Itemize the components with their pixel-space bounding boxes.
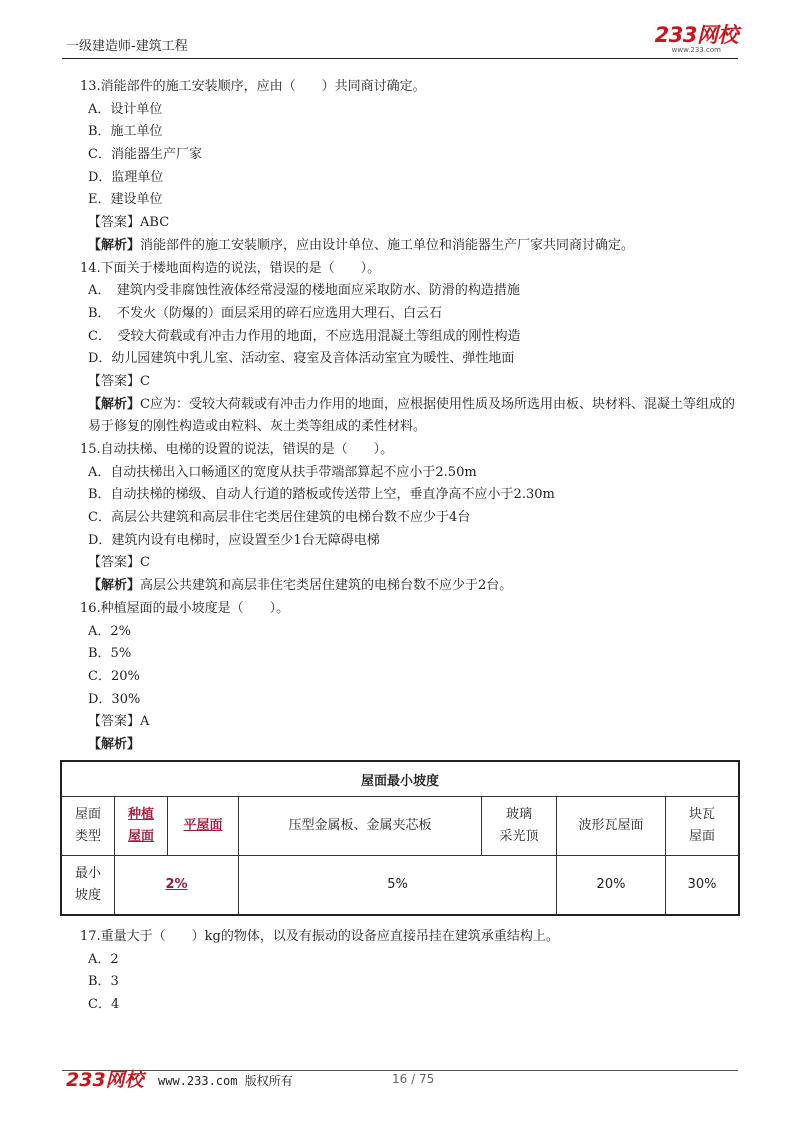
col-planting-roof[interactable]: 种植 屋面 [115,797,168,856]
value-metal-glass: 5% [239,856,557,916]
value-block: 30% [666,856,740,916]
q13-option-d: D．监理单位 [88,169,164,185]
analysis-label: 【解析】 [88,736,141,752]
q17-option-b: B．3 [88,974,119,990]
footer-logo[interactable]: 233网校 [66,1069,144,1091]
table-title: 屋面最小坡度 [61,761,739,797]
q14-analysis [80,394,740,439]
analysis-label: 【解析】 [88,578,141,594]
footer-copyright: www.233.com 版权所有 [158,1074,293,1088]
q16-option-a: A．2% [88,623,132,639]
q14-option-a: A． 建筑内受非腐蚀性液体经常浸湿的楼地面应采取防水、防滑的构造措施 [88,283,520,299]
analysis-text: C应为：受较大荷载或有冲击力作用的地面，应根据使用性质及场所选用由板、块材料、混凝土等组成的易于修复的刚性构造或由粒料、灰土类等组成的柔性材料。 [88,396,735,435]
page-number: 16 / 75 [392,1072,435,1086]
q14-option-b: B． 不发火（防爆的）面层采用的碎石应选用大理石、白云石 [88,305,443,321]
q17-option-a: A．2 [88,951,119,967]
q15-option-c: C．高层公共建筑和高层非住宅类居住建筑的电梯台数不应少于4台 [88,510,471,526]
answer-value: C [140,555,150,571]
q17-stem: 17.重量大于（ ）kg的物体，以及有振动的设备应直接吊挂在建筑承重结构上。 [80,929,559,944]
analysis-label: 【解析】 [88,396,141,412]
q14-option-c: C． 受较大荷载或有冲击力作用的地面，不应选用混凝土等组成的刚性构造 [88,328,521,344]
answer-value: C [140,373,150,389]
q15-option-b: B．自动扶梯的梯级、自动人行道的踏板或传送带上空，垂直净高不应小于2.30m [88,487,555,503]
q16-answer [80,711,740,734]
q13-stem: 13.消能部件的施工安装顺序，应由（ ）共同商讨确定。 [80,79,426,94]
page-footer [62,1070,738,1101]
col-flat-roof[interactable]: 平屋面 [168,797,239,856]
q15-option-a: A．自动扶梯出入口畅通区的宽度从扶手带端部算起不应小于2.50m [88,464,477,480]
q16-option-b: B．5% [88,646,132,662]
logo-sub-text: www.233.com [671,46,721,54]
q13-option-c: C．消能器生产厂家 [88,147,202,163]
q15-option-d: D．建筑内设有电梯时，应设置至少1台无障碍电梯 [88,532,380,548]
answer-label: 【答案】 [88,215,141,231]
q17-option-c: C．4 [88,997,120,1013]
q16-analysis [80,734,740,757]
answer-value: A [140,714,150,730]
value-planting-flat[interactable]: 2% [115,856,239,916]
q15-answer [80,552,740,575]
analysis-label: 【解析】 [88,237,141,253]
answer-label: 【答案】 [88,373,141,389]
q16-stem: 16.种植屋面的最小坡度是（ ）。 [80,600,290,616]
question-content [80,76,740,757]
q16-option-d: D．30% [88,691,141,707]
q14-stem: 14.下面关于楼地面构造的说法，错误的是（ ）。 [80,260,381,276]
q13-option-a: A．设计单位 [88,101,163,117]
q13-option-e: E．建设单位 [88,192,163,208]
row-label-type: 屋面 类型 [61,797,115,856]
col-glass-skylight: 玻璃 采光顶 [482,797,557,856]
col-metal-panel: 压型金属板、金属夹芯板 [239,797,482,856]
q15-stem: 15.自动扶梯、电梯的设置的说法，错误的是（ ）。 [80,442,394,458]
roof-slope-table [60,760,740,916]
answer-label: 【答案】 [88,555,141,571]
q16-option-c: C．20% [88,668,140,684]
q15-analysis [80,575,740,598]
page-header [62,22,738,59]
q13-option-b: B．施工单位 [88,124,163,140]
q13-analysis [80,235,740,258]
analysis-text: 消能部件的施工安装顺序，应由设计单位、施工单位和消能器生产厂家共同商讨确定。 [140,237,635,253]
header-title: 一级建造师-建筑工程 [66,39,188,54]
col-block-tile: 块瓦 屋面 [666,797,740,856]
analysis-text: 高层公共建筑和高层非住宅类居住建筑的电梯台数不应少于2台。 [140,578,513,594]
answer-value: ABC [140,215,170,231]
value-tile: 20% [557,856,666,916]
q13-answer [80,212,740,235]
col-corrugated-tile: 波形瓦屋面 [557,797,666,856]
question-17 [80,926,740,1017]
q14-answer [80,371,740,394]
q14-option-d: D．幼儿园建筑中乳儿室、活动室、寝室及音体活动室宜为暖性、弹性地面 [88,351,515,367]
brand-logo[interactable] [655,24,738,54]
answer-label: 【答案】 [88,714,141,730]
row-label-slope: 最小 坡度 [61,856,115,916]
logo-main-text: 233网校 [654,23,738,47]
